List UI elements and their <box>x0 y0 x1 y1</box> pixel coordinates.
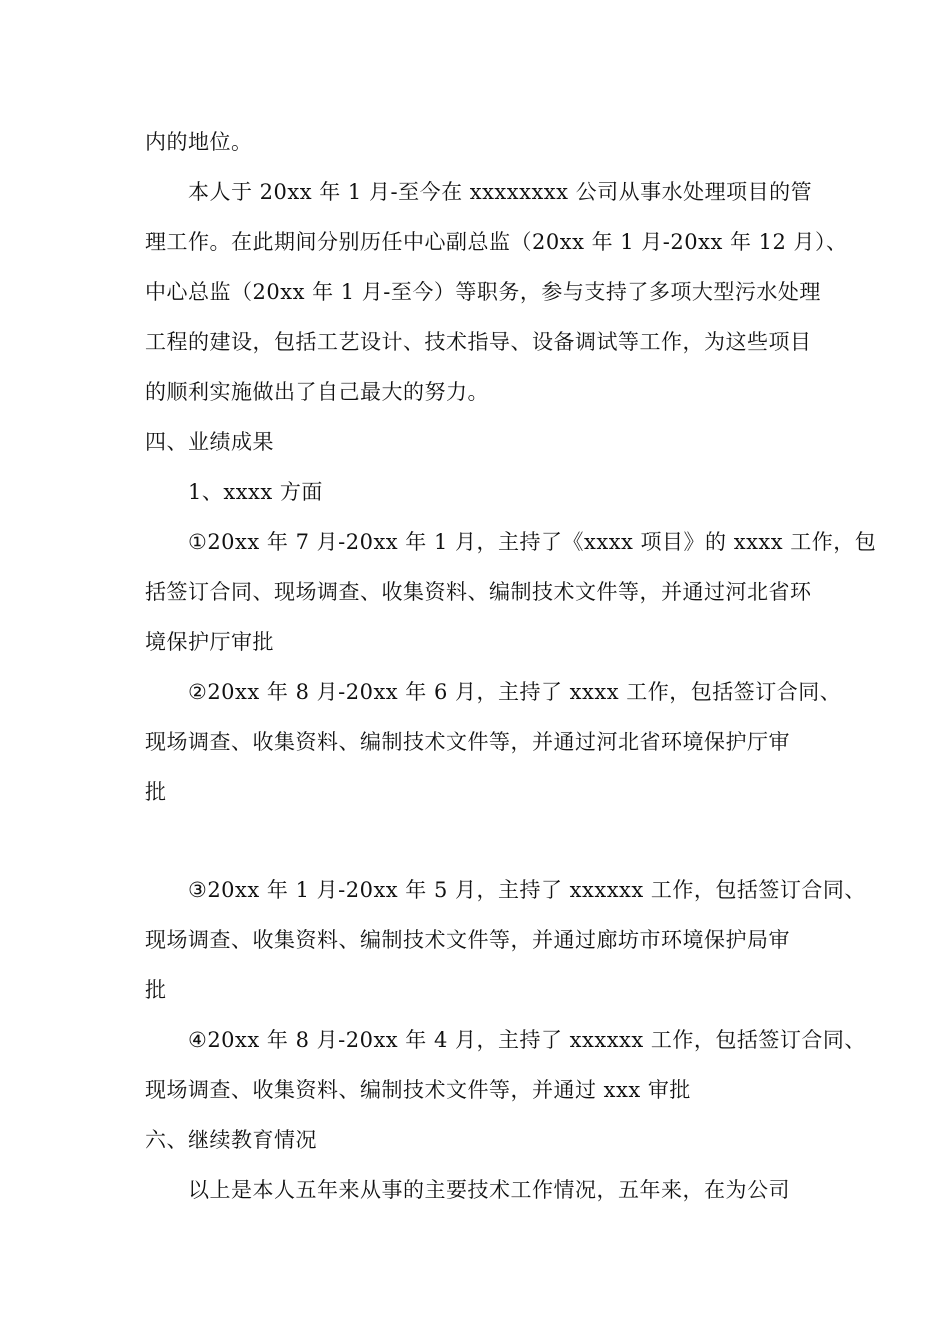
text-line: 现场调查、收集资料、编制技术文件等，并通过 xxx 审批 <box>145 1078 691 1102</box>
text-line: 理工作。在此期间分别历任中心副总监（20xx 年 1 月-20xx 年 12 月）、 <box>145 230 848 254</box>
text-line: 工程的建设，包括工艺设计、技术指导、设备调试等工作，为这些项目 <box>145 330 812 354</box>
section-heading: 六、继续教育情况 <box>145 1128 317 1152</box>
paragraph-start-line: 本人于 20xx 年 1 月-至今在 xxxxxxxx 公司从事水处理项目的管 <box>188 180 813 204</box>
text-line: 批 <box>145 780 167 804</box>
list-item-1-line: ①20xx 年 7 月-20xx 年 1 月，主持了《xxxx 项目》的 xxxx 工作，包 <box>188 530 877 554</box>
list-item-3-line: ③20xx 年 1 月-20xx 年 5 月，主持了 xxxxxx 工作，包括签订合同、 <box>188 878 866 902</box>
text-line: 境保护厅审批 <box>145 630 274 654</box>
text-line: 括签订合同、现场调查、收集资料、编制技术文件等，并通过河北省环 <box>145 580 812 604</box>
paragraph-start-line: 以上是本人五年来从事的主要技术工作情况，五年来，在为公司 <box>188 1178 790 1202</box>
text-line: 内的地位。 <box>145 130 253 154</box>
section-heading: 四、业绩成果 <box>145 430 274 454</box>
text-line: 的顺利实施做出了自己最大的努力。 <box>145 380 489 404</box>
text-line: 现场调查、收集资料、编制技术文件等，并通过河北省环境保护厅审 <box>145 730 790 754</box>
list-item-2-line: ②20xx 年 8 月-20xx 年 6 月，主持了 xxxx 工作，包括签订合同、 <box>188 680 842 704</box>
text-line: 现场调查、收集资料、编制技术文件等，并通过廊坊市环境保护局审 <box>145 928 790 952</box>
subsection-heading: 1、xxxx 方面 <box>188 480 323 504</box>
text-line: 中心总监（20xx 年 1 月-至今）等职务，参与支持了多项大型污水处理 <box>145 280 821 304</box>
list-item-4-line: ④20xx 年 8 月-20xx 年 4 月，主持了 xxxxxx 工作，包括签订合同、 <box>188 1028 866 1052</box>
text-line: 批 <box>145 978 167 1002</box>
